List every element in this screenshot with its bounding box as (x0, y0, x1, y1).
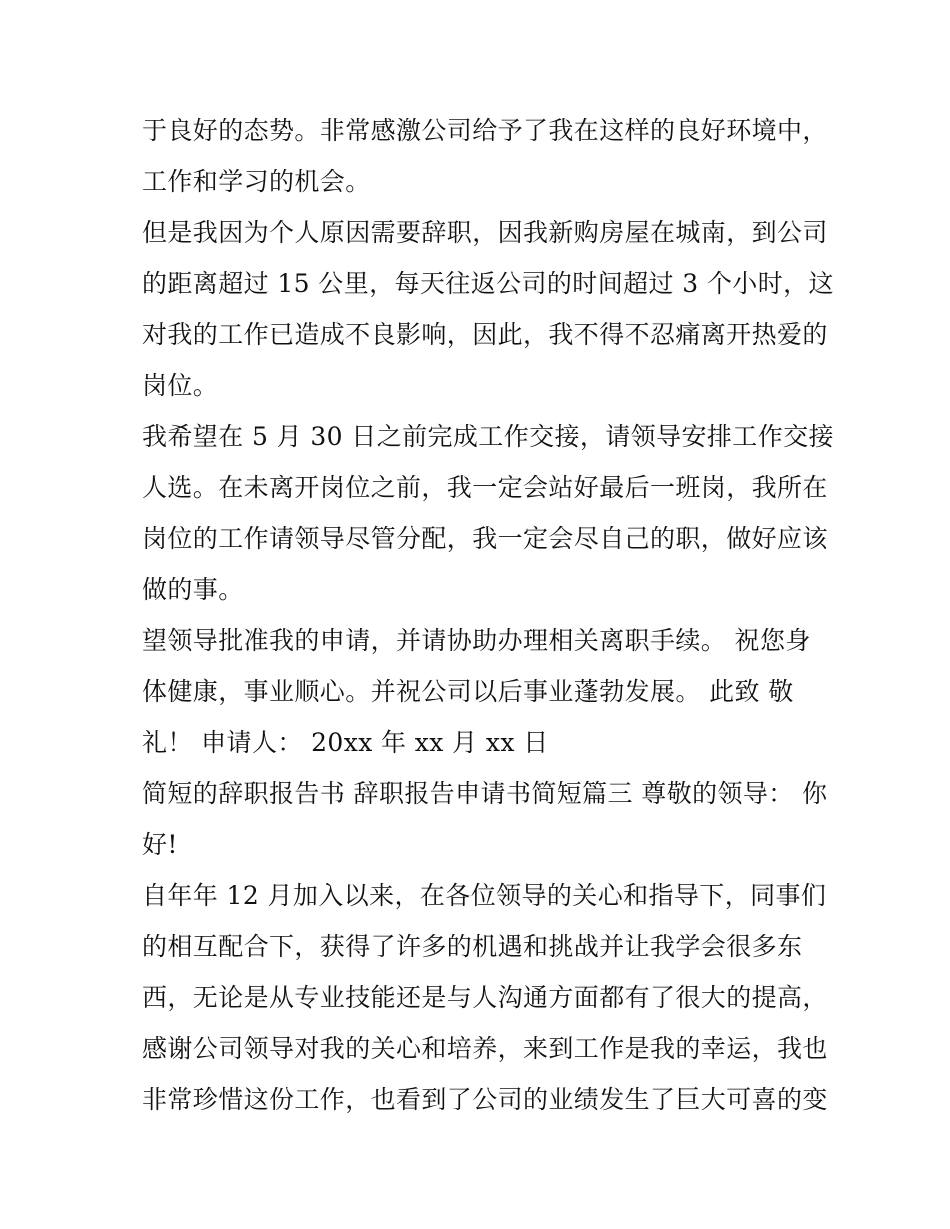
text-line: 做的事。 (142, 575, 244, 604)
text-line: 人选。在未离开岗位之前，我一定会站好最后一班岗，我所在 (142, 473, 828, 502)
text-line: 好! (142, 830, 178, 859)
text-line: 望领导批准我的申请，并请协助办理相关离职手续。 祝您身 (142, 626, 811, 655)
text-line: 岗位的工作请领导尽管分配，我一定会尽自己的职，做好应该 (142, 524, 828, 553)
text-line: 的相互配合下，获得了许多的机遇和挑战并让我学会很多东 (142, 932, 803, 961)
document-body (142, 105, 834, 1125)
text-line: 但是我因为个人原因需要辞职，因我新购房屋在城南，到公司 (142, 218, 828, 247)
text-line: 我希望在 5 月 30 日之前完成工作交接，请领导安排工作交接 (142, 422, 834, 451)
text-line: 体健康，事业顺心。并祝公司以后事业蓬勃发展。 此致 敬 (142, 677, 794, 706)
text-line: 工作和学习的机会。 (142, 167, 371, 196)
text-line: 感谢公司领导对我的关心和培养，来到工作是我的幸运，我也 (142, 1034, 828, 1063)
text-line: 的距离超过 15 公里，每天往返公司的时间超过 3 个小时，这 (142, 269, 834, 298)
text-line: 对我的工作已造成不良影响，因此，我不得不忍痛离开热爱的 (142, 320, 828, 349)
text-line: 于良好的态势。非常感激公司给予了我在这样的良好环境中， (142, 116, 828, 145)
text-line: 西，无论是从专业技能还是与人沟通方面都有了很大的提高， (142, 983, 828, 1012)
text-line: 非常珍惜这份工作，也看到了公司的业绩发生了巨大可喜的变 (142, 1085, 828, 1114)
text-line: 自年年 12 月加入以来，在各位领导的关心和指导下，同事们 (142, 881, 827, 910)
text-line: 礼！ 申请人： 20xx 年 xx 月 xx 日 (142, 728, 549, 757)
text-line: 岗位。 (142, 371, 219, 400)
text-line: 简短的辞职报告书 辞职报告申请书简短篇三 尊敬的领导： 你 (142, 779, 828, 808)
